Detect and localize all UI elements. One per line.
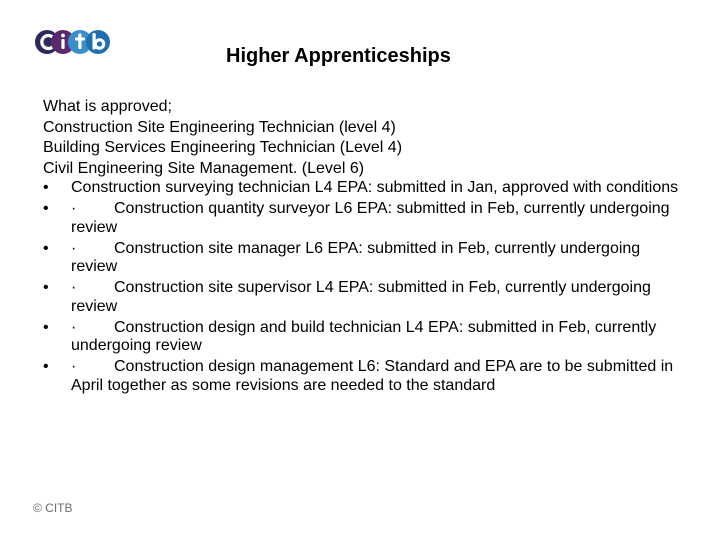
intro-line: Building Services Engineering Technician (Level 4)	[43, 139, 403, 156]
list-item	[43, 200, 683, 237]
bullet-icon: •	[43, 239, 49, 257]
intro-line: What is approved;	[43, 98, 172, 115]
list-item	[43, 179, 683, 198]
list-item-text: Construction site supervisor L4 EPA: submitted in Feb, currently undergoing review	[71, 279, 651, 315]
list-item	[43, 319, 683, 356]
body-text	[43, 97, 683, 398]
bullet-icon: •	[43, 200, 49, 217]
intro-line: Construction Site Engineering Technician (level 4)	[43, 118, 396, 136]
list-item	[43, 358, 683, 395]
bullet-icon: •	[43, 179, 49, 196]
middle-dot: ·	[71, 200, 77, 217]
list-item-text: Construction design and build technician L4 EPA: submitted in Feb, currently undergoing review	[71, 318, 657, 354]
list-item-text: Construction surveying technician L4 EPA: submitted in Jan, approved with conditions	[71, 179, 679, 196]
intro-line: Civil Engineering Site Management. (Level 6)	[43, 159, 365, 177]
middle-dot: ·	[71, 279, 77, 296]
list-item	[43, 279, 683, 316]
logo-letter-b-shape	[86, 30, 110, 54]
middle-dot: ·	[71, 318, 77, 336]
bullet-list	[43, 179, 683, 395]
list-item-text: Construction quantity surveyor L6 EPA: submitted in Feb, currently undergoing review	[71, 200, 670, 236]
bullet-icon: •	[43, 358, 49, 375]
page-title: Higher Apprenticeships	[226, 45, 451, 67]
citb-logo	[34, 27, 112, 57]
list-item-text: Construction design management L6: Standard and EPA are to be submitted in April together as some revisions are needed to the standard	[71, 358, 674, 394]
bullet-icon: •	[43, 279, 49, 296]
middle-dot: ·	[71, 239, 77, 257]
list-item-text: Construction site manager L6 EPA: submitted in Feb, currently undergoing review	[71, 239, 641, 275]
list-item	[43, 240, 683, 277]
bullet-icon: •	[43, 318, 49, 336]
copyright-footer: © CITB	[33, 501, 73, 515]
middle-dot: ·	[71, 358, 77, 375]
